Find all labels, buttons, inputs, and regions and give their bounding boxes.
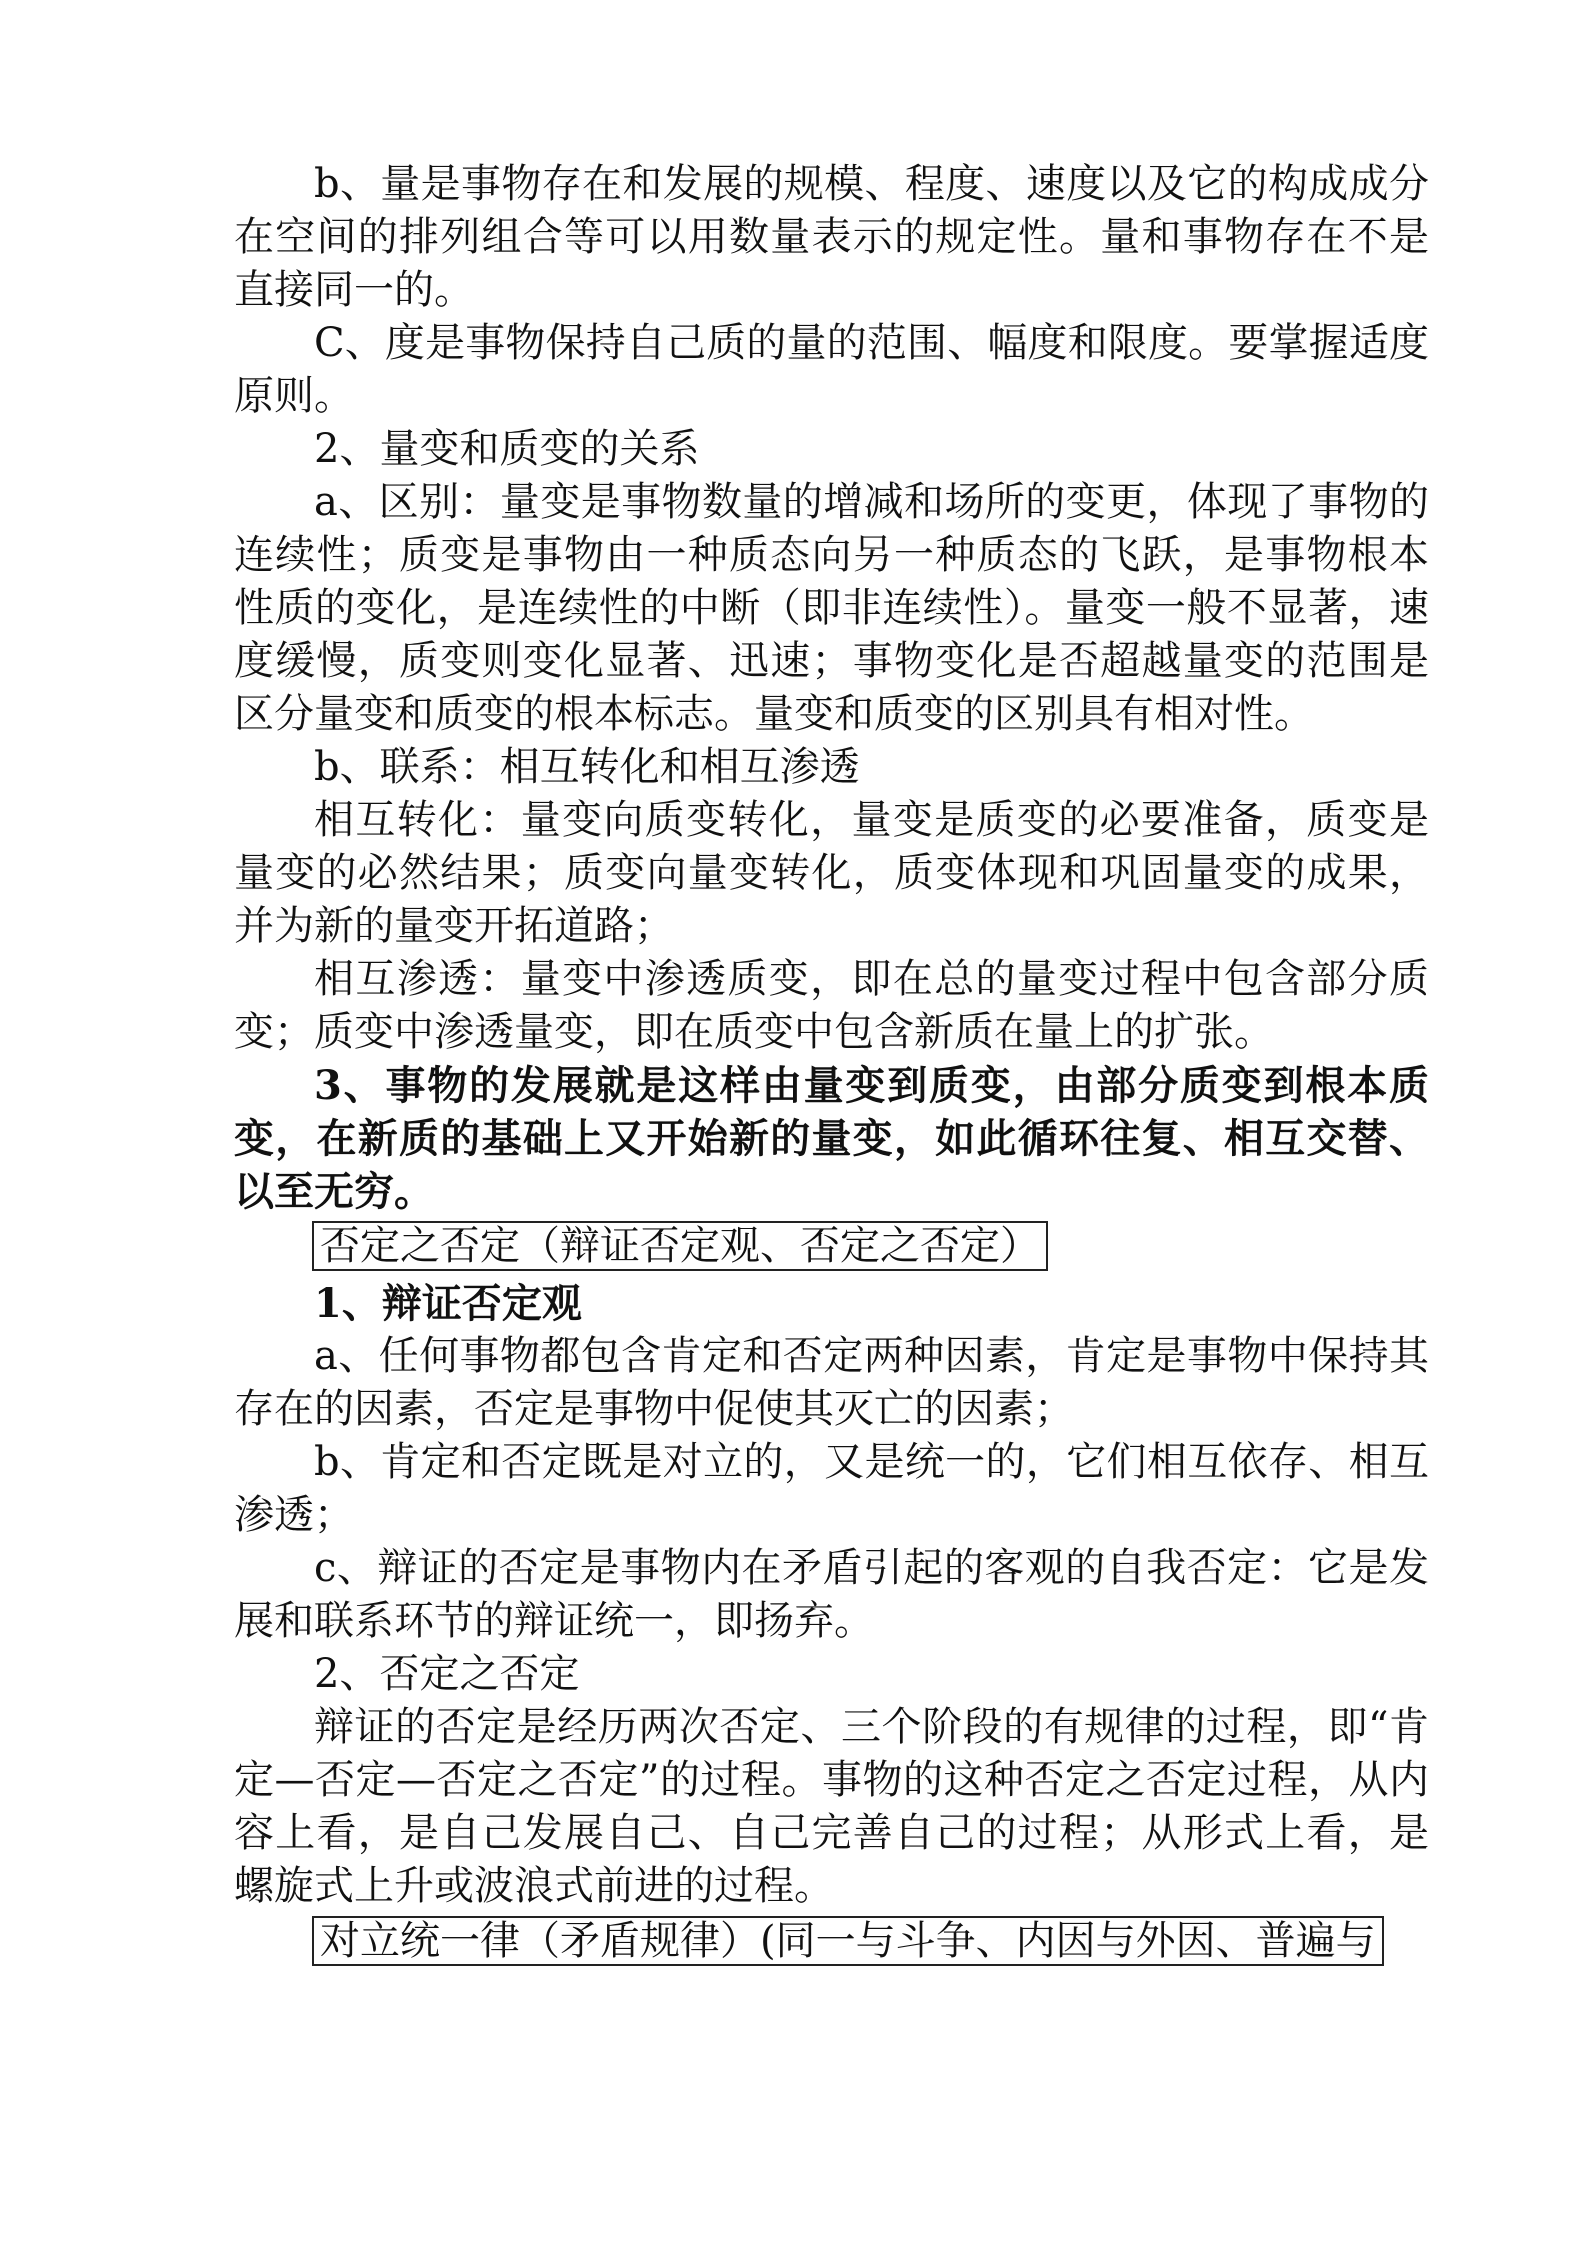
boxed-title-negation-of-negation: 否定之否定（辩证否定观、否定之否定）	[312, 1221, 1048, 1271]
paragraph-degree-definition: C、度是事物保持自己质的量的范围、幅度和限度。要掌握适度原则。	[234, 320, 1429, 419]
paragraph-connection: b、联系：相互转化和相互渗透	[314, 744, 860, 790]
section-heading-dialectical-negation: 1、辩证否定观	[314, 1280, 582, 1327]
boxed-title-unity-of-opposites: 对立统一律（矛盾规律）(同一与斗争、内因与外因、普遍与	[312, 1916, 1384, 1966]
paragraph-sublation: c、辩证的否定是事物内在矛盾引起的客观的自我否定：它是发展和联系环节的辩证统一，即扬弃。	[234, 1545, 1429, 1644]
paragraph-mutual-penetration: 相互渗透：量变中渗透质变，即在总的量变过程中包含部分质变；质变中渗透量变，即在质变中包含新质在量上的扩张。	[234, 956, 1429, 1055]
paragraph-quantity-definition: b、量是事物存在和发展的规模、程度、速度以及它的构成成分在空间的排列组合等可以用数量表示的规定性。量和事物存在不是直接同一的。	[234, 161, 1429, 313]
boxed-title-line-negation	[234, 1220, 1429, 1273]
paragraph-mutual-transformation: 相互转化：量变向质变转化，量变是质变的必要准备，质变是量变的必然结果；质变向量变转化，质变体现和巩固量变的成果，并为新的量变开拓道路；	[234, 797, 1429, 949]
document-page	[234, 158, 1429, 1972]
paragraph-development-summary: 3、事物的发展就是这样由量变到质变，由部分质变到根本质变，在新质的基础上又开始新的量变，如此循环往复、相互交替、以至无穷。	[234, 1062, 1429, 1215]
section-heading-quantity-quality: 2、量变和质变的关系	[314, 426, 700, 472]
section-heading-negation-of-negation: 2、否定之否定	[314, 1651, 580, 1697]
boxed-title-line-contradiction	[234, 1915, 1429, 1968]
paragraph-difference: a、区别：量变是事物数量的增减和场所的变更，体现了事物的连续性；质变是事物由一种质态向另一种质态的飞跃，是事物根本性质的变化，是连续性的中断（即非连续性）。量变一般不显著，速度缓慢，质变则变化显著、迅速；事物变化是否超越量变的范围是区分量变和质变的根本标志。量变和质变的区别具有相对性。	[234, 479, 1429, 737]
paragraph-negation-process: 辩证的否定是经历两次否定、三个阶段的有规律的过程，即“肯定—否定—否定之否定”的过程。事物的这种否定之否定过程，从内容上看，是自己发展自己、自己完善自己的过程；从形式上看，是螺旋式上升或波浪式前进的过程。	[234, 1704, 1429, 1909]
paragraph-opposition-unity: b、肯定和否定既是对立的，又是统一的，它们相互依存、相互渗透；	[234, 1439, 1429, 1538]
paragraph-affirmation-negation: a、任何事物都包含肯定和否定两种因素，肯定是事物中保持其存在的因素，否定是事物中促使其灭亡的因素；	[234, 1333, 1429, 1432]
